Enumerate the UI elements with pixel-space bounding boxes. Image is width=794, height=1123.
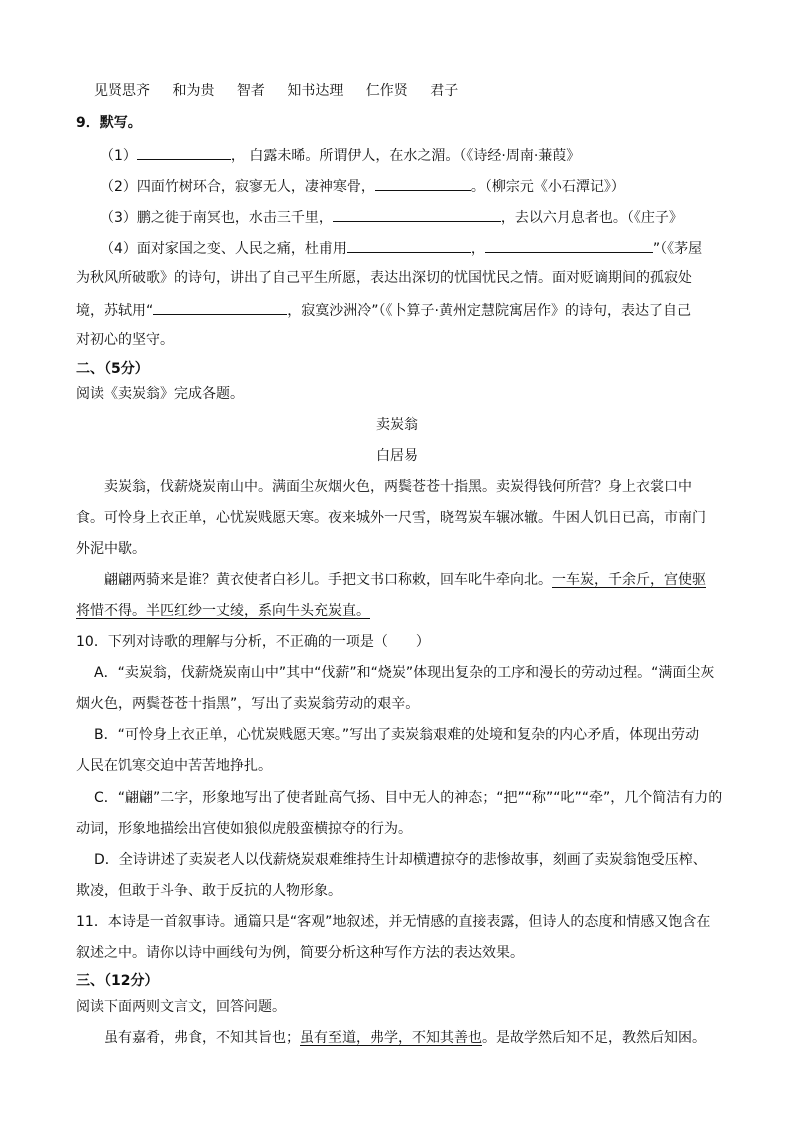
q9-line-1-text: ， 白露未晞。所谓伊人，在水之湄。（《诗经·周南·蒹葭》 xyxy=(230,148,581,164)
q9-title: 9．默写。 xyxy=(76,115,142,131)
poem-author: 白居易 xyxy=(376,448,418,464)
poem-line-text: 翩翩两骑来是谁？黄衣使者白衫儿。手把文书口称敕，回车叱牛牵向北。 xyxy=(104,572,552,588)
poem-line: 外泥中歇。 xyxy=(76,541,146,557)
underlined-poem-text: 将惜不得。半匹红纱一丈绫，系向牛头充炭直。 xyxy=(76,603,370,619)
poem-line xyxy=(104,570,706,590)
q9-line-5: 为秋风所破歌》的诗句，讲出了自己平生所愿，表达出深切的忧国忧民之情。面对贬谪期间的孤寂处 xyxy=(76,270,692,286)
word-bank-item: 和为贵 xyxy=(172,83,215,99)
q9-line-3-source: ，去以六月息者也。（《庄子》 xyxy=(500,210,683,226)
q9-line-4 xyxy=(100,237,702,257)
poem-line: 卖炭翁，伐薪烧炭南山中。满面尘灰烟火色，两鬓苍苍十指黑。卖炭得钱何所营？身上衣裳口中 xyxy=(104,479,692,495)
q10-option-d: D．全诗讲述了卖炭老人以伐薪烧炭艰难维持生计却横遭掠夺的悲惨故事，刻画了卖炭翁饱受压榨、 xyxy=(94,852,707,868)
word-bank-item: 仁作贤 xyxy=(365,83,408,99)
answer-blank[interactable] xyxy=(485,237,653,253)
answer-blank[interactable] xyxy=(137,144,231,160)
q9-line-4-source: ”（《茅屋 xyxy=(652,241,703,257)
q9-line-4-comma: ， xyxy=(470,241,485,257)
q9-line-6 xyxy=(76,299,691,319)
poem-line: 食。可怜身上衣正单，心忧炭贱愿天寒。夜来城外一尺雪，晓驾炭车辗冰辙。牛困人饥日已高，市南门 xyxy=(76,510,706,526)
word-bank-item: 见贤思齐 xyxy=(94,83,150,99)
q9-line-7: 对初心的坚守。 xyxy=(76,332,174,348)
q9-line-3-text: （3）鹏之徙于南冥也，水击三千里， xyxy=(100,210,333,226)
q9-line-4-text: （4）面对家国之变、人民之痛，杜甫用 xyxy=(100,241,347,257)
q10-option-a: A．“卖炭翁，伐薪烧炭南山中”其中“伐薪”和“烧炭”体现出复杂的工序和漫长的劳动过程。“满面尘灰 xyxy=(94,665,715,681)
word-bank-item: 君子 xyxy=(430,83,459,99)
answer-blank[interactable] xyxy=(375,175,471,191)
q10-stem: 10．下列对诗歌的理解与分析，不正确的一项是（ ） xyxy=(76,634,430,650)
q9-line-6-source: ，寂寞沙洲冷”（《卜算子·黄州定慧院寓居作》的诗句，表达了自己 xyxy=(287,303,691,319)
q10-option-d-cont: 欺凌，但敢于斗争、敢于反抗的人物形象。 xyxy=(76,883,342,899)
poem-title: 卖炭翁 xyxy=(376,417,418,433)
section-3-heading: 三、（12分） xyxy=(76,973,159,989)
word-bank-item: 智者 xyxy=(236,83,265,99)
q10-option-b-cont: 人民在饥寒交迫中苦苦地挣扎。 xyxy=(76,758,272,774)
section-3-intro: 阅读下面两则文言文，回答问题。 xyxy=(76,999,286,1015)
q10-option-a-cont: 烟火色，两鬓苍苍十指黑”，写出了卖炭翁劳动的艰辛。 xyxy=(76,696,420,712)
answer-blank[interactable] xyxy=(347,237,471,253)
q9-line-1-label: （1） xyxy=(100,148,137,164)
answer-blank[interactable] xyxy=(153,299,287,315)
underlined-poem-text: 一车炭，千余斤，宫使驱 xyxy=(552,572,706,588)
underlined-classical-text: 虽有至道，弗学，不知其善也 xyxy=(300,1030,482,1046)
classical-text: 。是故学然后知不足，教然后知困。 xyxy=(482,1030,706,1046)
q10-option-c-cont: 动词，形象地描绘出宫使如狼似虎般蛮横掠夺的行为。 xyxy=(76,821,412,837)
classical-text-line xyxy=(104,1028,706,1048)
q9-line-6-text: 境，苏轼用“ xyxy=(76,303,154,319)
answer-blank[interactable] xyxy=(333,206,501,222)
classical-text: 虽有嘉肴，弗食，不知其旨也； xyxy=(104,1030,300,1046)
q9-line-2-source: 。（柳宗元《小石潭记》） xyxy=(470,179,625,195)
word-bank-item: 知书达理 xyxy=(287,83,344,99)
section-2-heading: 二、（5分） xyxy=(76,361,149,377)
q9-line-1 xyxy=(100,144,580,164)
q9-line-2-text: （2）四面竹树环合，寂寥无人，凄神寒骨， xyxy=(100,179,375,195)
q10-option-c: C．“翩翩”二字，形象地写出了使者趾高气扬、目中无人的神态；“把”“称”“叱”“牵”，几个简洁有力的 xyxy=(94,790,723,806)
q11-line-1: 11．本诗是一首叙事诗。通篇只是“客观”地叙述，并无情感的直接表露，但诗人的态度和情感又饱含在 xyxy=(76,914,711,930)
q11-line-2: 叙述之中。请你以诗中画线句为例，简要分析这种写作方法的表达效果。 xyxy=(76,945,524,961)
q9-line-3 xyxy=(100,206,683,226)
q10-option-b: B．“可怜身上衣正单，心忧炭贱愿天寒。”写出了卖炭翁艰难的处境和复杂的内心矛盾，体现出劳动 xyxy=(94,727,700,743)
word-bank xyxy=(94,81,476,101)
q9-line-2 xyxy=(100,175,625,195)
section-2-intro: 阅读《卖炭翁》完成各题。 xyxy=(76,386,244,402)
